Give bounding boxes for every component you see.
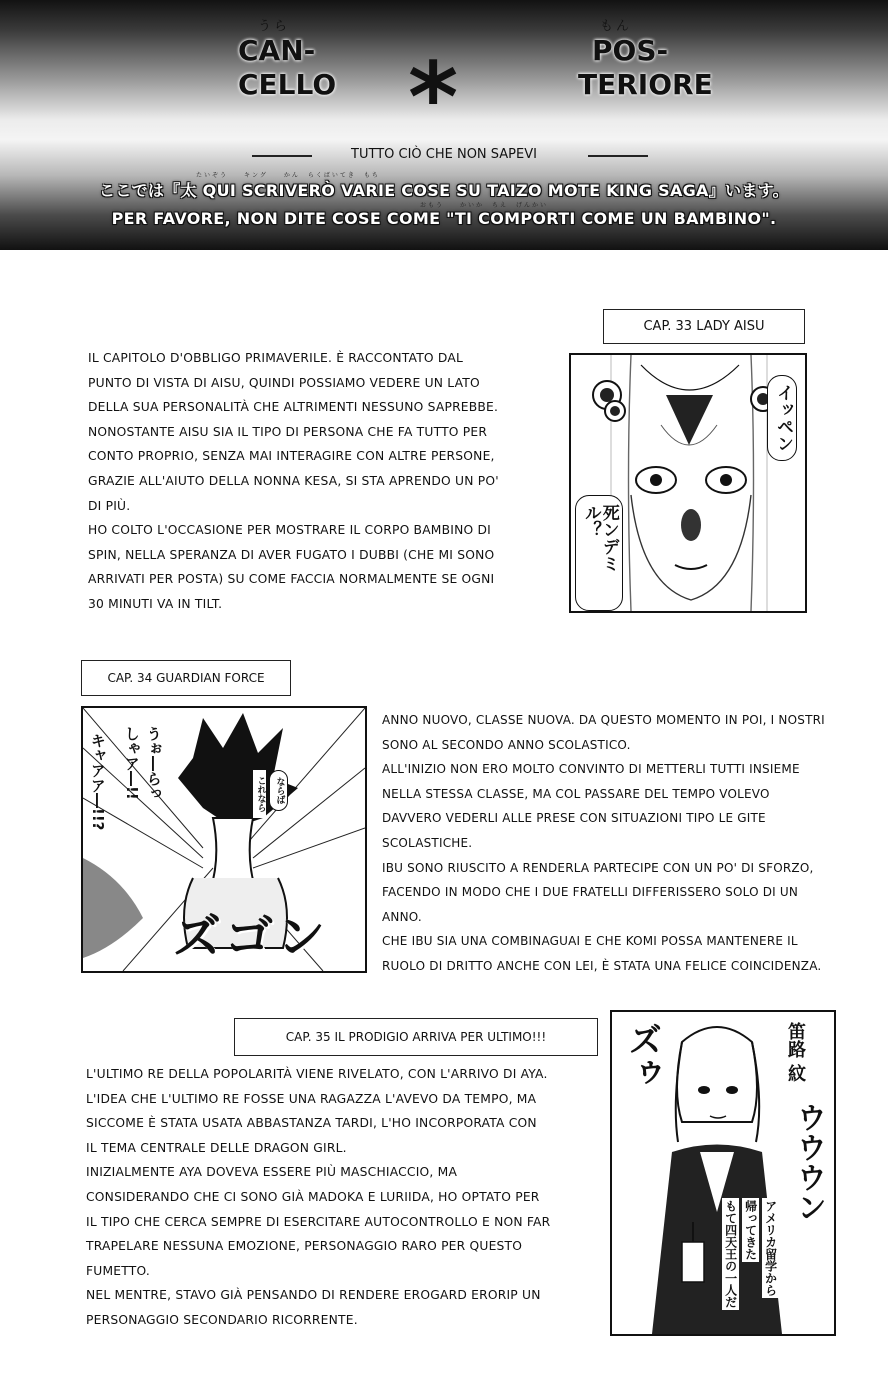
page-header [0,0,888,250]
right-title-line-1: POS- [592,34,669,67]
right-title-line-2: TERIORE [578,68,713,101]
speech-naraba: ならば [269,770,288,811]
text-line: SCOLASTICHE. [382,835,473,850]
text-line: IL TEMA CENTRALE DELLE DRAGON GIRL. [86,1140,347,1155]
chapter-33-label: CAP. 33 LADY AISU [603,309,805,344]
header-furigana-2: おもう かいか ちえ げんかい [420,202,549,209]
left-title-ruby: うら [258,19,291,34]
text-line: ARRIVATI PER POSTA) SU COME FACCIA NORMALMENTE SE OGNI [88,572,495,587]
speech-bubble-ippen: イッペン [767,375,797,461]
caption-mote-shitennou: もて四天王の一人だ [723,1200,738,1308]
left-title-line-2: CELLO [238,68,337,101]
sfx-kyaaa: キャアア―!!? [88,733,107,831]
text-line: SPIN, NELLA SPERANZA DI AVER FUGATO I DUBBI (CHE MI SONO [88,547,495,562]
text-line: DAVVERO VEDERLI ALLE PRESE CON SITUAZIONI TIPO LE GITE [382,811,766,826]
text-line: CONTO PROPRIO, SENZA MAI INTERAGIRE CON ALTRE PERSONE, [88,449,495,464]
title-separator-asterisk: * [408,42,459,154]
text-line: L'IDEA CHE L'ULTIMO RE FOSSE UNA RAGAZZA L'AVEVO DA TEMPO, MA [86,1091,537,1106]
chapter-35-manga-panel [610,1010,836,1336]
text-line: ANNO. [382,909,422,924]
chapter-35-label: CAP. 35 IL PRODIGIO ARRIVA PER ULTIMO!!! [234,1018,598,1056]
sfx-shaa: しゃア―!! [122,726,141,800]
text-line: 30 MINUTI VA IN TILT. [88,596,223,611]
header-line-2: PER FAVORE, NON DITE COSE COME "TI COMPORTI COME UN BAMBINO". [111,209,777,228]
text-line: GRAZIE ALL'AIUTO DELLA NONNA KESA, SI STA APRENDO UN PO' [88,473,499,488]
text-line: FUMETTO. [86,1263,150,1278]
right-title [578,34,713,102]
header-line-1: ここでは『太 QUI SCRIVERÒ VARIE COSE SU TAIZO MOTE KING SAGA』います。 [99,181,789,200]
text-line: PUNTO DI VISTA DI AISU, QUINDI POSSIAMO VEDERE UN LATO [88,375,480,390]
right-title-ruby: もん [600,19,633,34]
header-furigana-1: たいぞう キング かん らくばいてき もち [196,172,380,179]
chapter-34-text [382,708,852,979]
text-line: HO COLTO L'OCCASIONE PER MOSTRARE IL CORPO BAMBINO DI [88,523,491,538]
chapter-35-text [86,1062,596,1333]
caption-kaettekita: 帰ってきた [743,1200,758,1260]
text-line: ANNO NUOVO, CLASSE NUOVA. DA QUESTO MOMENTO IN POI, I NOSTRI [382,713,825,727]
chapter-33-text [88,346,558,617]
speech-bubble-shinde-miru: 死ンデミル？ [575,495,623,611]
text-line: IL TIPO CHE CERCA SEMPRE DI ESERCITARE AUTOCONTROLLO E NON FAR [86,1214,551,1229]
left-title-line-1: CAN- [238,34,316,67]
text-line: PERSONAGGIO SECONDARIO RICORRENTE. [86,1312,358,1327]
sfx-uora: うぉ―らっ [144,726,163,801]
subtitle-rule-right [588,155,648,157]
chapter-33-manga-panel [569,353,807,613]
sfx-zugon: ズゴン [173,909,330,965]
text-line: DELLA SUA PERSONALITÀ CHE ALTRIMENTI NESSUNO SAPREBBE. [88,400,499,415]
caption-america-ryugaku: アメリカ留学から [763,1200,778,1296]
text-line: RUOLO DI DRITTO ANCHE CON LEI, È STATA UNA FELICE COINCIDENZA. [382,958,822,973]
text-line: FACENDO IN MODO CHE I DUE FRATELLI DIFFERISSERO SOLO DI UN [382,885,799,900]
chapter-34-label: CAP. 34 GUARDIAN FORCE [81,660,291,696]
left-title [238,34,336,102]
text-line: TRAPELARE NESSUNA EMOZIONE, PERSONAGGIO RARO PER QUESTO [86,1239,523,1254]
sfx-zuu: ズゥ [622,1022,662,1090]
chapter-34-manga-panel [81,706,367,973]
text-line: IBU SONO RIUSCITO A RENDERLA PARTECIPE CON UN PO' DI SFORZO, [382,860,814,875]
text-line: SICCOME È STATA USATA ABBASTANZA TARDI, L'HO INCORPORATA CON [86,1116,537,1131]
text-line: NELLA STESSA CLASSE, MA COL PASSARE DEL TEMPO VOLEVO [382,786,770,801]
text-line: SONO AL SECONDO ANNO SCOLASTICO. [382,737,631,752]
text-line: NONOSTANTE AISU SIA IL TIPO DI PERSONA CHE FA TUTTO PER [88,424,488,439]
text-line: IL CAPITOLO D'OBBLIGO PRIMAVERILE. È RACCONTATO DAL [88,351,464,365]
text-line: NEL MENTRE, STAVO GIÀ PENSANDO DI RENDERE EROGARD ERORIP UN [86,1288,541,1303]
name-label-fueji-mon: 笛路 紋 [785,1022,806,1083]
text-line: DI PIÙ. [88,498,131,513]
text-line: CONSIDERANDO CHE CI SONO GIÀ MADOKA E LURIIDA, HO OPTATO PER [86,1189,540,1204]
text-line: INIZIALMENTE AYA DOVEVA ESSERE PIÙ MASCHIACCIO, MA [86,1165,458,1180]
sfx-uuun: ウウウン [791,1102,826,1222]
text-line: L'ULTIMO RE DELLA POPOLARITÀ VIENE RIVELATO, CON L'ARRIVO DI AYA. [86,1067,548,1081]
header-subtitle: TUTTO CIÒ CHE NON SAPEVI [351,147,537,162]
text-line: ALL'INIZIO NON ERO MOLTO CONVINTO DI METTERLI TUTTI INSIEME [382,762,800,777]
text-line: CHE IBU SIA UNA COMBINAGUAI E CHE KOMI POSSA MANTENERE IL [382,934,798,949]
speech-korenara: これなら [253,770,266,818]
